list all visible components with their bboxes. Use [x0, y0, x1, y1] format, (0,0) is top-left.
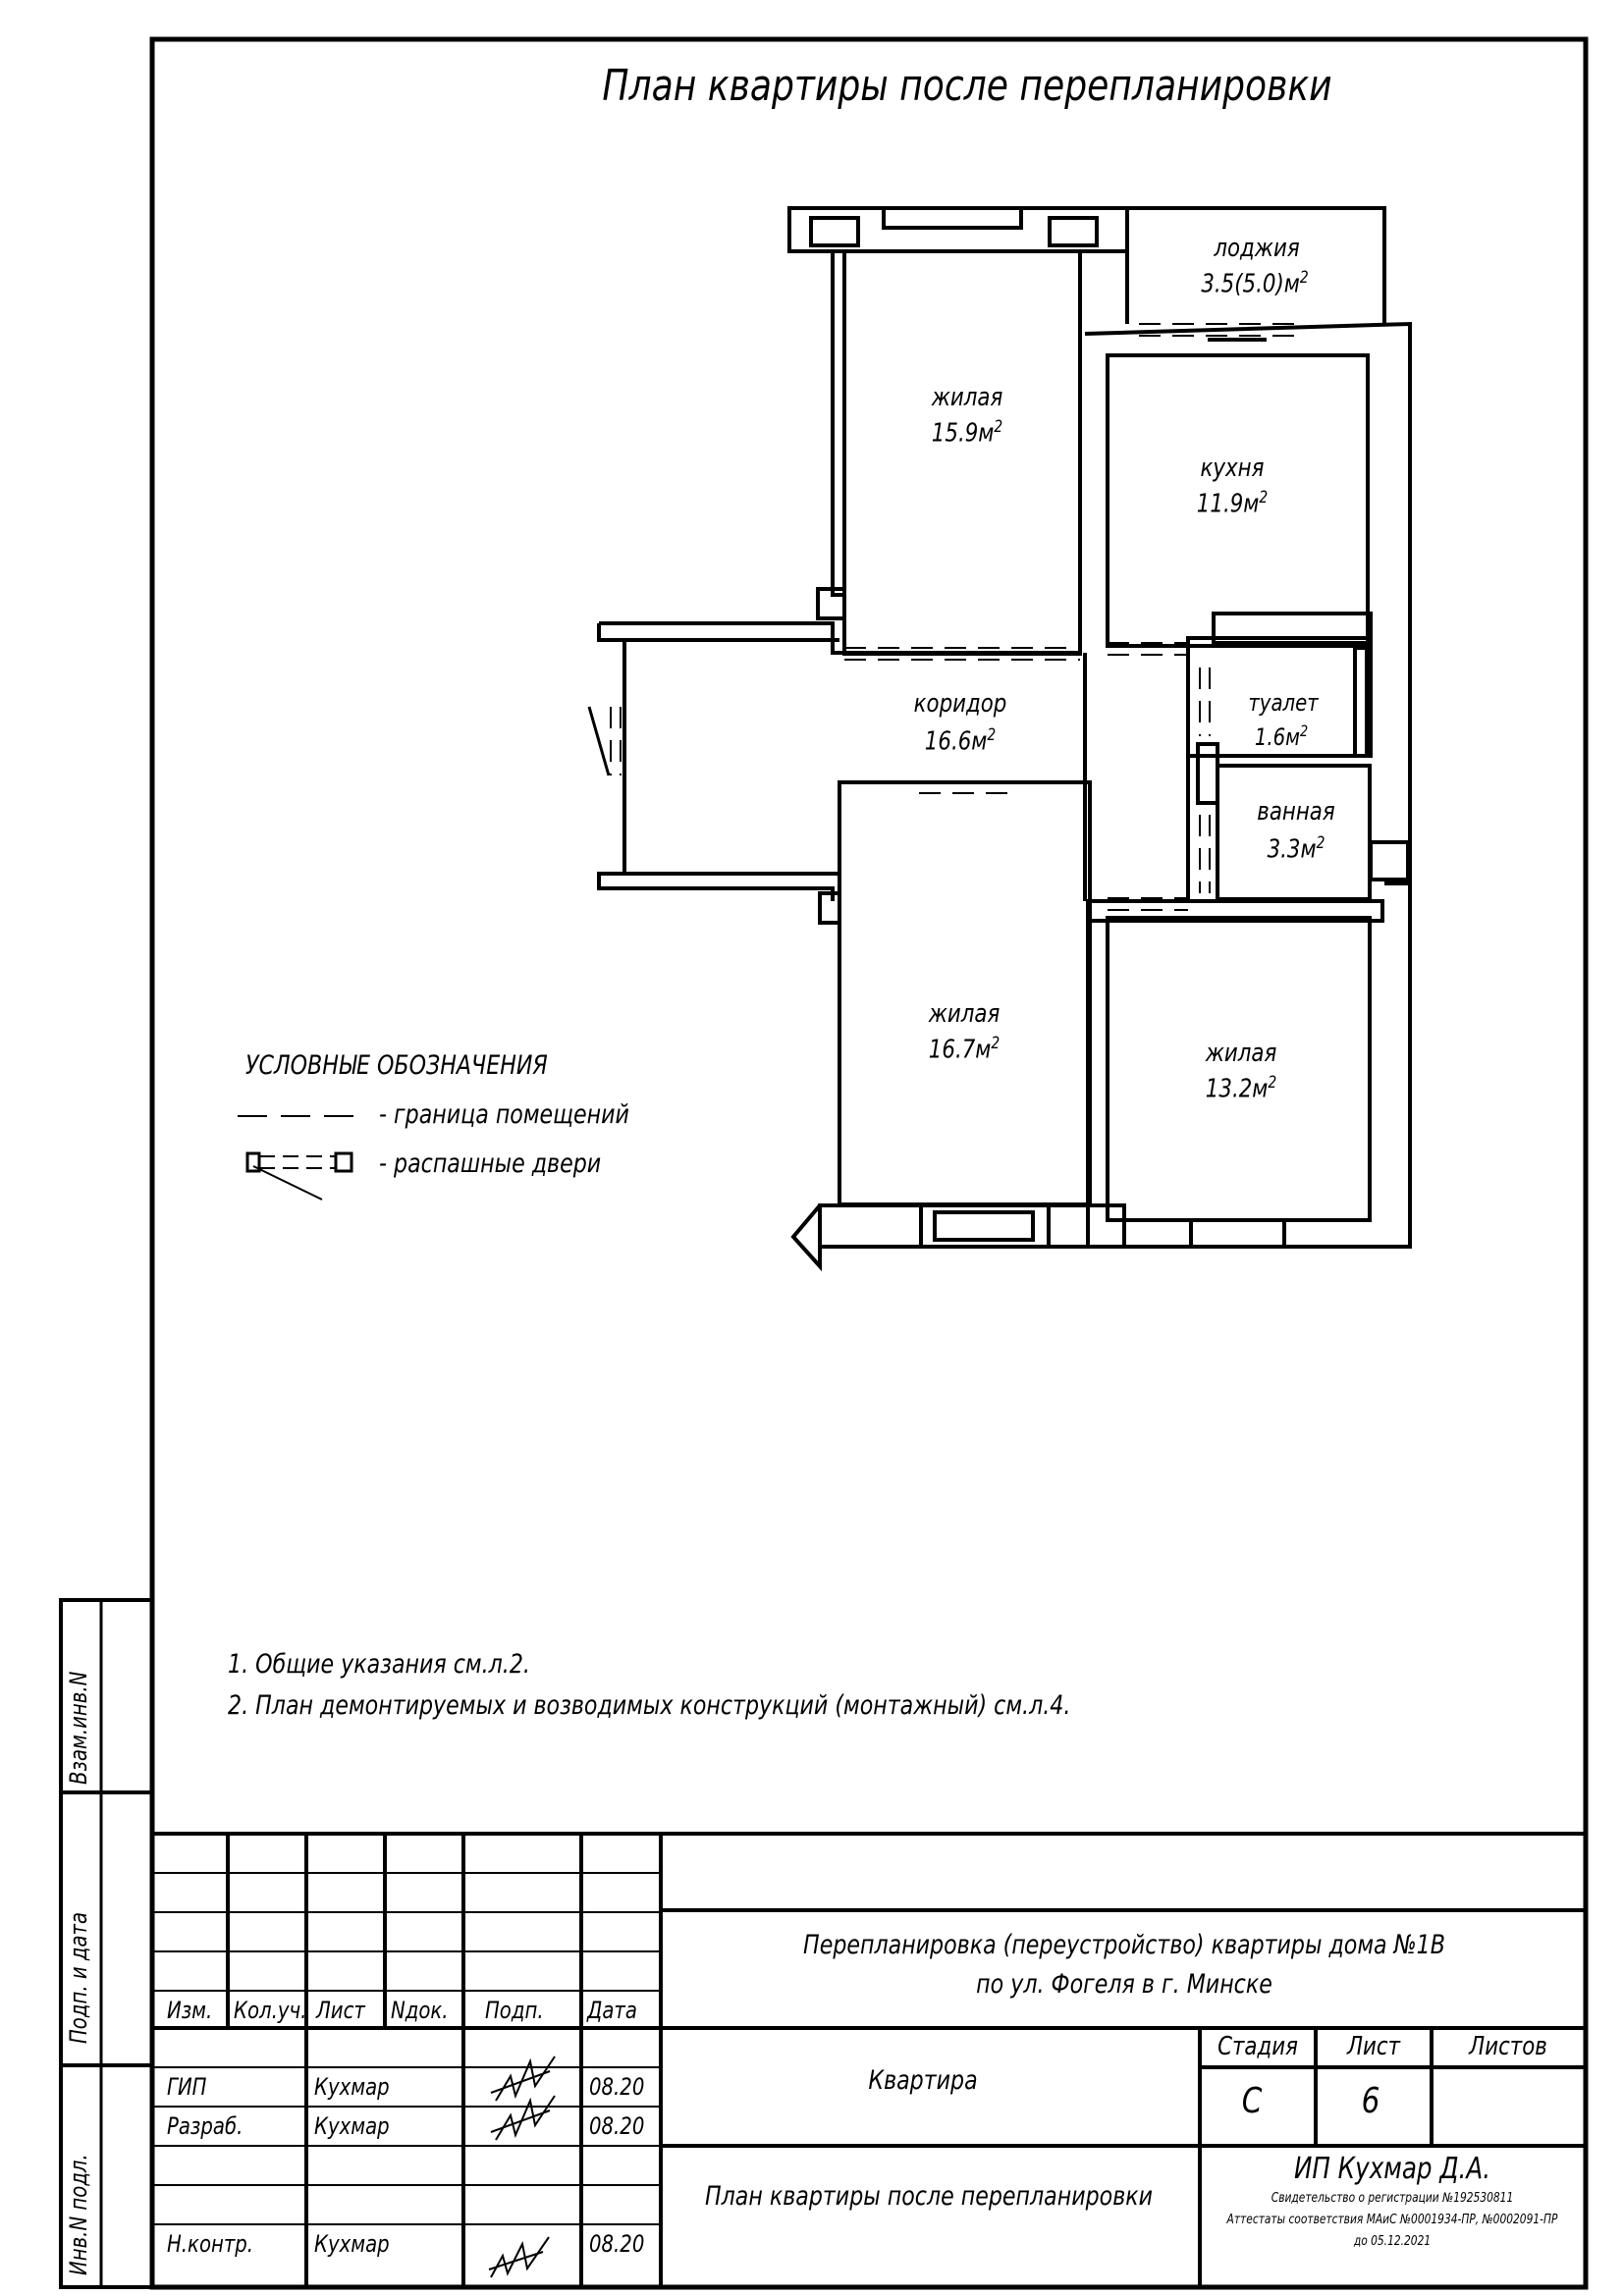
- room-loggia-area: $3.5(5.0)м^2$: [1201, 267, 1309, 299]
- room-living2-name: жилая: [928, 999, 1001, 1029]
- side-stamp-sign-date-label: Подп. и дата: [65, 1911, 92, 2044]
- room-bath-name: ванная: [1257, 797, 1335, 827]
- stamp-project-line1: Перепланировка (переустройство) квартиры дома №1В: [803, 1930, 1445, 1960]
- note-2: 2. План демонтируемых и возводимых конструкций (монтажный) см.л.4.: [228, 1690, 1071, 1721]
- stamp-row-role: Разраб.: [167, 2112, 243, 2140]
- room-toilet-name: туалет: [1248, 689, 1319, 717]
- side-stamp-replace-label: Взам.инв.N: [65, 1671, 92, 1785]
- stamp-project-line2: по ул. Фогеля в г. Минске: [976, 1969, 1272, 2000]
- legend-doors-label: - распашные двери: [379, 1148, 602, 1179]
- room-living1-area: $15.9м^2$: [931, 416, 1003, 449]
- page-title: План квартиры после перепланировки: [602, 61, 1332, 111]
- legend-symbols: [238, 1116, 363, 1200]
- stamp-row-date: 08.20: [589, 2073, 645, 2101]
- stamp-header-docno: Nдок.: [391, 1997, 449, 2024]
- room-corridor-name: коридор: [913, 689, 1007, 719]
- stamp-header-signature: Подп.: [485, 1997, 544, 2024]
- stamp-row-date: 08.20: [589, 2230, 645, 2258]
- stamp-sheet-title: План квартиры после перепланировки: [704, 2181, 1154, 2212]
- stamp-cert-1: Свидетельство о регистрации №192530811: [1271, 2191, 1514, 2206]
- note-1: 1. Общие указания см.л.2.: [228, 1649, 530, 1680]
- stamp-sheets-label: Листов: [1469, 2032, 1547, 2061]
- stamp-cert-2: Аттестаты соответствия МАиС №0001934-ПР, №0002091-ПР: [1226, 2213, 1558, 2227]
- stamp-company: ИП Кухмар Д.А.: [1293, 2152, 1491, 2186]
- room-loggia-name: лоджия: [1214, 234, 1300, 263]
- stamp-sheet-value: 6: [1361, 2081, 1380, 2121]
- stamp-row-name: Кухмар: [314, 2230, 390, 2258]
- stamp-header-change: Изм.: [167, 1997, 213, 2024]
- room-kitchen-name: кухня: [1200, 454, 1265, 483]
- entry-door-leaf: [589, 707, 609, 775]
- stamp-stage-label: Стадия: [1217, 2032, 1298, 2061]
- room-living2-area: $16.7м^2$: [928, 1033, 1001, 1065]
- legend-heading: УСЛОВНЫЕ ОБОЗНАЧЕНИЯ: [245, 1050, 548, 1081]
- stamp-object: Квартира: [868, 2065, 978, 2096]
- stamp-header-count: Кол.уч.: [234, 1997, 307, 2024]
- stamp-stage-value: С: [1241, 2081, 1263, 2121]
- stamp-cert-3: до 05.12.2021: [1353, 2234, 1432, 2249]
- room-kitchen-area: $11.9м^2$: [1196, 487, 1269, 519]
- room-corridor-area: $16.6м^2$: [924, 724, 997, 757]
- stamp-sheet-label: Лист: [1346, 2032, 1401, 2061]
- room-living1-name: жилая: [931, 383, 1003, 412]
- room-toilet-area: $1.6м^2$: [1254, 722, 1309, 751]
- stamp-header-sheet: Лист: [316, 1997, 365, 2024]
- stamp-row-role: Н.контр.: [167, 2230, 254, 2258]
- room-living3-name: жилая: [1205, 1039, 1277, 1068]
- stamp-header-date: Дата: [587, 1997, 637, 2024]
- stamp-row-name: Кухмар: [314, 2073, 390, 2101]
- room-living3-area: $13.2м^2$: [1205, 1072, 1277, 1104]
- side-stamp-inventory-label: Инв.N подл.: [65, 2154, 92, 2275]
- stamp-row-role: ГИП: [167, 2073, 207, 2101]
- signature-marks: [489, 2056, 555, 2277]
- stamp-row-name: Кухмар: [314, 2112, 390, 2140]
- legend-boundary-label: - граница помещений: [379, 1099, 629, 1130]
- stamp-row-date: 08.20: [589, 2112, 645, 2140]
- room-bath-area: $3.3м^2$: [1267, 832, 1325, 865]
